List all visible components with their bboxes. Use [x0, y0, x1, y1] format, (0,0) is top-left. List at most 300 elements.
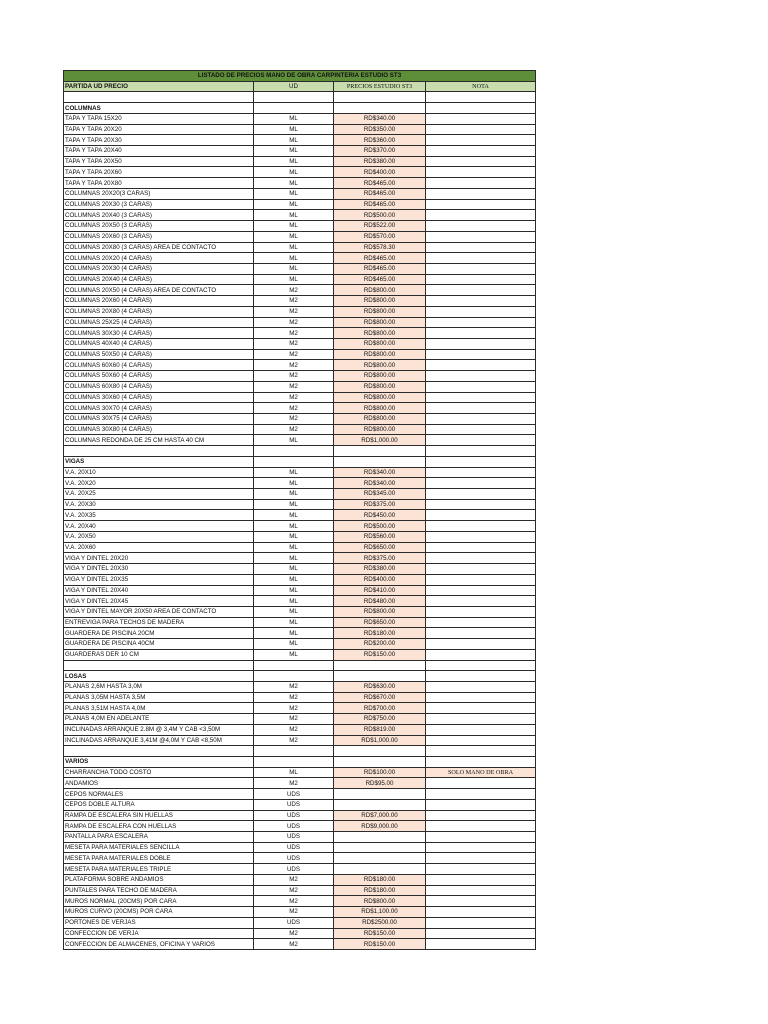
item-description-cell[interactable]: COLUMNAS 50X50 (4 CARAS): [64, 349, 254, 360]
unit-cell[interactable]: M2: [254, 928, 334, 939]
item-description-cell[interactable]: PLANAS 2,6M HASTA 3,0M: [64, 681, 254, 692]
item-description-cell[interactable]: TAPA Y TAPA 20X20: [64, 124, 254, 135]
note-cell[interactable]: [426, 381, 536, 392]
price-cell[interactable]: RD$375.00: [334, 499, 426, 510]
price-cell[interactable]: RD$345.00: [334, 489, 426, 500]
item-description-cell[interactable]: MESETA PARA MATERIALES DOBLE: [64, 853, 254, 864]
note-cell[interactable]: [426, 467, 536, 478]
price-cell[interactable]: RD$570.00: [334, 231, 426, 242]
note-cell[interactable]: [426, 521, 536, 532]
note-cell[interactable]: [426, 799, 536, 810]
empty-cell[interactable]: [334, 746, 426, 757]
unit-cell[interactable]: ML: [254, 649, 334, 660]
unit-cell[interactable]: M2: [254, 317, 334, 328]
price-cell[interactable]: RD$180.00: [334, 628, 426, 639]
note-cell[interactable]: [426, 853, 536, 864]
price-cell[interactable]: RD$578.30: [334, 242, 426, 253]
note-cell[interactable]: [426, 510, 536, 521]
unit-cell[interactable]: M2: [254, 424, 334, 435]
price-cell[interactable]: RD$1,000.00: [334, 735, 426, 746]
item-description-cell[interactable]: CONFECCION DE ALMACENES, OFICINA Y VARIOS: [64, 939, 254, 950]
item-description-cell[interactable]: RAMPA DE ESCALERA CON HUELLAS: [64, 821, 254, 832]
item-description-cell[interactable]: PLANAS 3,05M HASTA 3,5M: [64, 692, 254, 703]
unit-cell[interactable]: UDS: [254, 853, 334, 864]
unit-cell[interactable]: ML: [254, 178, 334, 189]
item-description-cell[interactable]: CEPOS DOBLE ALTURA: [64, 799, 254, 810]
price-cell[interactable]: RD$340.00: [334, 467, 426, 478]
price-cell[interactable]: RD$480.00: [334, 596, 426, 607]
price-cell[interactable]: RD$380.00: [334, 564, 426, 575]
item-description-cell[interactable]: V.A. 20X40: [64, 521, 254, 532]
empty-cell[interactable]: [64, 746, 254, 757]
price-cell[interactable]: RD$400.00: [334, 574, 426, 585]
item-description-cell[interactable]: TAPA Y TAPA 20X80: [64, 178, 254, 189]
price-cell[interactable]: RD$800.00: [334, 403, 426, 414]
item-description-cell[interactable]: COLUMNAS 20X20(3 CARAS): [64, 188, 254, 199]
unit-cell[interactable]: M2: [254, 703, 334, 714]
note-cell[interactable]: [426, 564, 536, 575]
price-cell[interactable]: RD$800.00: [334, 414, 426, 425]
note-cell[interactable]: [426, 317, 536, 328]
empty-cell[interactable]: [426, 456, 536, 467]
price-cell[interactable]: RD$500.00: [334, 521, 426, 532]
item-description-cell[interactable]: VIGA Y DINTEL 20X40: [64, 585, 254, 596]
unit-cell[interactable]: ML: [254, 221, 334, 232]
note-cell[interactable]: [426, 531, 536, 542]
note-cell[interactable]: [426, 649, 536, 660]
price-cell[interactable]: RD$465.00: [334, 199, 426, 210]
price-cell[interactable]: RD$800.00: [334, 424, 426, 435]
unit-cell[interactable]: ML: [254, 499, 334, 510]
item-description-cell[interactable]: VIGA Y DINTEL 20X45: [64, 596, 254, 607]
item-description-cell[interactable]: COLUMNAS 20X40 (4 CARAS): [64, 274, 254, 285]
note-cell[interactable]: SOLO MANO DE OBRA: [426, 767, 536, 778]
unit-cell[interactable]: ML: [254, 521, 334, 532]
unit-cell[interactable]: ML: [254, 542, 334, 553]
item-description-cell[interactable]: VIGA Y DINTEL 20X35: [64, 574, 254, 585]
price-cell[interactable]: RD$800.00: [334, 381, 426, 392]
unit-cell[interactable]: ML: [254, 146, 334, 157]
item-description-cell[interactable]: V.A. 20X20: [64, 478, 254, 489]
item-description-cell[interactable]: MUROS CURVO (20CMS) POR CARA: [64, 907, 254, 918]
note-cell[interactable]: [426, 489, 536, 500]
item-description-cell[interactable]: ANDAMIOS: [64, 778, 254, 789]
price-cell[interactable]: RD$800.00: [334, 392, 426, 403]
note-cell[interactable]: [426, 917, 536, 928]
unit-cell[interactable]: M2: [254, 360, 334, 371]
item-description-cell[interactable]: PORTONES DE VERJAS: [64, 917, 254, 928]
item-description-cell[interactable]: CONFECCION DE VERJA: [64, 928, 254, 939]
unit-cell[interactable]: ML: [254, 628, 334, 639]
price-cell[interactable]: RD$800.00: [334, 360, 426, 371]
price-cell[interactable]: [334, 789, 426, 800]
unit-cell[interactable]: UDS: [254, 821, 334, 832]
item-description-cell[interactable]: VIGA Y DINTEL 20X20: [64, 553, 254, 564]
unit-cell[interactable]: UDS: [254, 832, 334, 843]
price-cell[interactable]: RD$560.00: [334, 531, 426, 542]
item-description-cell[interactable]: VIGA Y DINTEL 20X30: [64, 564, 254, 575]
item-description-cell[interactable]: COLUMNAS 20X40 (3 CARAS): [64, 210, 254, 221]
price-cell[interactable]: RD$2500.00: [334, 917, 426, 928]
note-cell[interactable]: [426, 414, 536, 425]
note-cell[interactable]: [426, 424, 536, 435]
unit-cell[interactable]: ML: [254, 531, 334, 542]
empty-cell[interactable]: [64, 446, 254, 457]
item-description-cell[interactable]: COLUMNAS 30X80 (4 CARAS): [64, 424, 254, 435]
note-cell[interactable]: [426, 371, 536, 382]
unit-cell[interactable]: M2: [254, 885, 334, 896]
note-cell[interactable]: [426, 735, 536, 746]
unit-cell[interactable]: UDS: [254, 810, 334, 821]
item-description-cell[interactable]: COLUMNAS 25X25 (4 CARAS): [64, 317, 254, 328]
note-cell[interactable]: [426, 360, 536, 371]
item-description-cell[interactable]: PLANAS 4,0M EN ADELANTE: [64, 714, 254, 725]
note-cell[interactable]: [426, 263, 536, 274]
empty-cell[interactable]: [426, 746, 536, 757]
unit-cell[interactable]: M2: [254, 285, 334, 296]
unit-cell[interactable]: M2: [254, 328, 334, 339]
note-cell[interactable]: [426, 403, 536, 414]
unit-cell[interactable]: UDS: [254, 864, 334, 875]
item-description-cell[interactable]: CEPOS NORMALES: [64, 789, 254, 800]
price-cell[interactable]: RD$150.00: [334, 928, 426, 939]
note-cell[interactable]: [426, 703, 536, 714]
unit-cell[interactable]: M2: [254, 414, 334, 425]
section-title[interactable]: VIGAS: [64, 456, 254, 467]
item-description-cell[interactable]: V.A. 20X50: [64, 531, 254, 542]
unit-cell[interactable]: ML: [254, 167, 334, 178]
empty-cell[interactable]: [254, 92, 334, 103]
unit-cell[interactable]: UDS: [254, 842, 334, 853]
unit-cell[interactable]: M2: [254, 681, 334, 692]
note-cell[interactable]: [426, 714, 536, 725]
note-cell[interactable]: [426, 628, 536, 639]
unit-cell[interactable]: ML: [254, 574, 334, 585]
price-cell[interactable]: RD$465.00: [334, 188, 426, 199]
section-title[interactable]: VARIOS: [64, 757, 254, 768]
item-description-cell[interactable]: TAPA Y TAPA 15X20: [64, 113, 254, 124]
empty-cell[interactable]: [254, 103, 334, 114]
note-cell[interactable]: [426, 124, 536, 135]
note-cell[interactable]: [426, 542, 536, 553]
note-cell[interactable]: [426, 574, 536, 585]
price-cell[interactable]: [334, 864, 426, 875]
item-description-cell[interactable]: GUARDERA DE PISCINA 40CM: [64, 639, 254, 650]
price-cell[interactable]: RD$800.00: [334, 306, 426, 317]
empty-cell[interactable]: [426, 103, 536, 114]
item-description-cell[interactable]: PLATAFORMA SOBRE ANDAMIOS: [64, 874, 254, 885]
unit-cell[interactable]: M2: [254, 338, 334, 349]
item-description-cell[interactable]: COLUMNAS 30X30 (4 CARAS): [64, 328, 254, 339]
price-cell[interactable]: RD$800.00: [334, 317, 426, 328]
empty-cell[interactable]: [334, 92, 426, 103]
note-cell[interactable]: [426, 639, 536, 650]
item-description-cell[interactable]: CHARRANCHA TODO COSTO: [64, 767, 254, 778]
item-description-cell[interactable]: COLUMNAS 30X75 (4 CARAS): [64, 414, 254, 425]
note-cell[interactable]: [426, 606, 536, 617]
price-cell[interactable]: RD$800.00: [334, 371, 426, 382]
note-cell[interactable]: [426, 306, 536, 317]
unit-cell[interactable]: ML: [254, 510, 334, 521]
unit-cell[interactable]: ML: [254, 606, 334, 617]
item-description-cell[interactable]: VIGA Y DINTEL MAYOR 20X50 AREA DE CONTACTO: [64, 606, 254, 617]
note-cell[interactable]: [426, 274, 536, 285]
note-cell[interactable]: [426, 156, 536, 167]
note-cell[interactable]: [426, 896, 536, 907]
price-cell[interactable]: RD$340.00: [334, 478, 426, 489]
price-cell[interactable]: [334, 853, 426, 864]
unit-cell[interactable]: M2: [254, 392, 334, 403]
empty-cell[interactable]: [426, 660, 536, 671]
item-description-cell[interactable]: COLUMNAS 40X40 (4 CARAS): [64, 338, 254, 349]
note-cell[interactable]: [426, 285, 536, 296]
price-cell[interactable]: RD$350.00: [334, 124, 426, 135]
item-description-cell[interactable]: V.A. 20X60: [64, 542, 254, 553]
empty-cell[interactable]: [254, 757, 334, 768]
unit-cell[interactable]: UDS: [254, 789, 334, 800]
item-description-cell[interactable]: GUARDERA DE PISCINA 20CM: [64, 628, 254, 639]
note-cell[interactable]: [426, 328, 536, 339]
note-cell[interactable]: [426, 585, 536, 596]
empty-cell[interactable]: [254, 660, 334, 671]
price-cell[interactable]: RD$370.00: [334, 146, 426, 157]
unit-cell[interactable]: M2: [254, 296, 334, 307]
unit-cell[interactable]: M2: [254, 778, 334, 789]
item-description-cell[interactable]: COLUMNAS 20X80 (3 CARAS) AREA DE CONTACTO: [64, 242, 254, 253]
note-cell[interactable]: [426, 885, 536, 896]
empty-cell[interactable]: [334, 456, 426, 467]
note-cell[interactable]: [426, 199, 536, 210]
note-cell[interactable]: [426, 907, 536, 918]
note-cell[interactable]: [426, 253, 536, 264]
unit-cell[interactable]: ML: [254, 231, 334, 242]
price-cell[interactable]: RD$800.00: [334, 328, 426, 339]
price-cell[interactable]: RD$1,100.00: [334, 907, 426, 918]
price-cell[interactable]: RD$380.00: [334, 156, 426, 167]
item-description-cell[interactable]: INCLINADAS ARRANQUE 2.8M @ 3,4M Y CAB <3,50M: [64, 724, 254, 735]
item-description-cell[interactable]: COLUMNAS 20X50 (3 CARAS): [64, 221, 254, 232]
unit-cell[interactable]: UDS: [254, 917, 334, 928]
note-cell[interactable]: [426, 864, 536, 875]
unit-cell[interactable]: M2: [254, 907, 334, 918]
item-description-cell[interactable]: COLUMNAS 20X60 (4 CARAS): [64, 296, 254, 307]
item-description-cell[interactable]: COLUMNAS 20X80 (4 CARAS): [64, 306, 254, 317]
unit-cell[interactable]: ML: [254, 188, 334, 199]
price-cell[interactable]: RD$670.00: [334, 692, 426, 703]
note-cell[interactable]: [426, 553, 536, 564]
note-cell[interactable]: [426, 242, 536, 253]
note-cell[interactable]: [426, 832, 536, 843]
note-cell[interactable]: [426, 178, 536, 189]
price-cell[interactable]: RD$800.00: [334, 896, 426, 907]
item-description-cell[interactable]: COLUMNAS 30X70 (4 CARAS): [64, 403, 254, 414]
note-cell[interactable]: [426, 596, 536, 607]
price-cell[interactable]: RD$1,000.00: [334, 435, 426, 446]
item-description-cell[interactable]: COLUMNAS 20X20 (4 CARAS): [64, 253, 254, 264]
price-cell[interactable]: [334, 799, 426, 810]
empty-cell[interactable]: [334, 103, 426, 114]
item-description-cell[interactable]: COLUMNAS 20X60 (3 CARAS): [64, 231, 254, 242]
note-cell[interactable]: [426, 231, 536, 242]
note-cell[interactable]: [426, 146, 536, 157]
unit-cell[interactable]: ML: [254, 435, 334, 446]
empty-cell[interactable]: [334, 671, 426, 682]
unit-cell[interactable]: ML: [254, 274, 334, 285]
price-cell[interactable]: RD$800.00: [334, 296, 426, 307]
unit-cell[interactable]: M2: [254, 381, 334, 392]
price-cell[interactable]: RD$180.00: [334, 874, 426, 885]
note-cell[interactable]: [426, 789, 536, 800]
item-description-cell[interactable]: RAMPA DE ESCALERA SIN HUELLAS: [64, 810, 254, 821]
item-description-cell[interactable]: MUROS NORMAL (20CMS) POR CARA: [64, 896, 254, 907]
note-cell[interactable]: [426, 210, 536, 221]
unit-cell[interactable]: M2: [254, 735, 334, 746]
price-cell[interactable]: RD$800.00: [334, 338, 426, 349]
item-description-cell[interactable]: ENTREVIGA PARA TECHOS DE MADERA: [64, 617, 254, 628]
note-cell[interactable]: [426, 692, 536, 703]
price-cell[interactable]: RD$360.00: [334, 135, 426, 146]
unit-cell[interactable]: ML: [254, 767, 334, 778]
price-cell[interactable]: RD$200.00: [334, 639, 426, 650]
unit-cell[interactable]: ML: [254, 596, 334, 607]
price-cell[interactable]: RD$700.00: [334, 703, 426, 714]
note-cell[interactable]: [426, 478, 536, 489]
price-cell[interactable]: RD$400.00: [334, 167, 426, 178]
price-cell[interactable]: RD$410.00: [334, 585, 426, 596]
item-description-cell[interactable]: GUARDERAS DER 10 CM: [64, 649, 254, 660]
item-description-cell[interactable]: COLUMNAS 20X30 (4 CARAS): [64, 263, 254, 274]
note-cell[interactable]: [426, 296, 536, 307]
section-title[interactable]: COLUMNAS: [64, 103, 254, 114]
empty-cell[interactable]: [334, 446, 426, 457]
price-cell[interactable]: RD$465.00: [334, 274, 426, 285]
item-description-cell[interactable]: PANTALLA PARA ESCALERA: [64, 832, 254, 843]
unit-cell[interactable]: M2: [254, 403, 334, 414]
unit-cell[interactable]: UDS: [254, 799, 334, 810]
empty-cell[interactable]: [334, 660, 426, 671]
empty-cell[interactable]: [254, 456, 334, 467]
price-cell[interactable]: RD$7,000.00: [334, 810, 426, 821]
item-description-cell[interactable]: COLUMNAS 20X50 (4 CARAS) AREA DE CONTACTO: [64, 285, 254, 296]
price-cell[interactable]: RD$650.00: [334, 542, 426, 553]
unit-cell[interactable]: ML: [254, 124, 334, 135]
price-cell[interactable]: RD$150.00: [334, 939, 426, 950]
empty-cell[interactable]: [426, 92, 536, 103]
unit-cell[interactable]: M2: [254, 896, 334, 907]
unit-cell[interactable]: ML: [254, 553, 334, 564]
note-cell[interactable]: [426, 221, 536, 232]
unit-cell[interactable]: M2: [254, 692, 334, 703]
note-cell[interactable]: [426, 435, 536, 446]
item-description-cell[interactable]: COLUMNAS 50X60 (4 CARAS): [64, 371, 254, 382]
price-cell[interactable]: RD$750.00: [334, 714, 426, 725]
price-cell[interactable]: [334, 842, 426, 853]
price-cell[interactable]: RD$100.00: [334, 767, 426, 778]
price-cell[interactable]: RD$650.00: [334, 617, 426, 628]
note-cell[interactable]: [426, 499, 536, 510]
empty-cell[interactable]: [254, 671, 334, 682]
empty-cell[interactable]: [254, 446, 334, 457]
empty-cell[interactable]: [426, 446, 536, 457]
item-description-cell[interactable]: TAPA Y TAPA 20X50: [64, 156, 254, 167]
unit-cell[interactable]: ML: [254, 113, 334, 124]
item-description-cell[interactable]: COLUMNAS 20X30 (3 CARAS): [64, 199, 254, 210]
empty-cell[interactable]: [334, 757, 426, 768]
note-cell[interactable]: [426, 821, 536, 832]
empty-cell[interactable]: [64, 92, 254, 103]
item-description-cell[interactable]: PUNTALES PARA TECHO DE MADERA: [64, 885, 254, 896]
price-cell[interactable]: RD$465.00: [334, 263, 426, 274]
header-ud[interactable]: UD: [254, 81, 334, 92]
price-cell[interactable]: RD$522.00: [334, 221, 426, 232]
note-cell[interactable]: [426, 113, 536, 124]
note-cell[interactable]: [426, 617, 536, 628]
empty-cell[interactable]: [254, 746, 334, 757]
sheet-title[interactable]: LISTADO DE PRECIOS MANO DE OBRA CARPINTERIA ESTUDIO ST3: [64, 71, 536, 82]
note-cell[interactable]: [426, 338, 536, 349]
price-cell[interactable]: RD$800.00: [334, 285, 426, 296]
price-cell[interactable]: RD$800.00: [334, 349, 426, 360]
item-description-cell[interactable]: INCLINADAS ARRANQUE 3,41M @4,0M Y CAB <8,50M: [64, 735, 254, 746]
item-description-cell[interactable]: COLUMNAS 60X60 (4 CARAS): [64, 360, 254, 371]
empty-cell[interactable]: [426, 757, 536, 768]
price-cell[interactable]: RD$450.00: [334, 510, 426, 521]
item-description-cell[interactable]: TAPA Y TAPA 20X40: [64, 146, 254, 157]
price-cell[interactable]: RD$375.00: [334, 553, 426, 564]
price-cell[interactable]: [334, 832, 426, 843]
unit-cell[interactable]: ML: [254, 210, 334, 221]
note-cell[interactable]: [426, 939, 536, 950]
price-cell[interactable]: RD$9,000.00: [334, 821, 426, 832]
item-description-cell[interactable]: V.A. 20X35: [64, 510, 254, 521]
unit-cell[interactable]: ML: [254, 478, 334, 489]
note-cell[interactable]: [426, 810, 536, 821]
header-partida[interactable]: PARTIDA UD PRECIO: [64, 81, 254, 92]
note-cell[interactable]: [426, 874, 536, 885]
unit-cell[interactable]: ML: [254, 263, 334, 274]
note-cell[interactable]: [426, 188, 536, 199]
unit-cell[interactable]: M2: [254, 939, 334, 950]
unit-cell[interactable]: M2: [254, 371, 334, 382]
price-cell[interactable]: RD$465.00: [334, 178, 426, 189]
price-cell[interactable]: RD$465.00: [334, 253, 426, 264]
note-cell[interactable]: [426, 842, 536, 853]
unit-cell[interactable]: ML: [254, 242, 334, 253]
item-description-cell[interactable]: COLUMNAS REDONDA DE 25 CM HASTA 40 CM: [64, 435, 254, 446]
item-description-cell[interactable]: TAPA Y TAPA 20X30: [64, 135, 254, 146]
price-cell[interactable]: RD$800.00: [334, 606, 426, 617]
unit-cell[interactable]: ML: [254, 135, 334, 146]
unit-cell[interactable]: ML: [254, 617, 334, 628]
note-cell[interactable]: [426, 349, 536, 360]
unit-cell[interactable]: M2: [254, 874, 334, 885]
item-description-cell[interactable]: V.A. 20X10: [64, 467, 254, 478]
section-title[interactable]: LOSAS: [64, 671, 254, 682]
note-cell[interactable]: [426, 724, 536, 735]
header-precios[interactable]: PRECIOS ESTUDIO ST3: [334, 81, 426, 92]
item-description-cell[interactable]: PLANAS 3,51M HASTA 4,0M: [64, 703, 254, 714]
note-cell[interactable]: [426, 392, 536, 403]
note-cell[interactable]: [426, 167, 536, 178]
item-description-cell[interactable]: V.A. 20X25: [64, 489, 254, 500]
item-description-cell[interactable]: COLUMNAS 30X60 (4 CARAS): [64, 392, 254, 403]
item-description-cell[interactable]: TAPA Y TAPA 20X60: [64, 167, 254, 178]
unit-cell[interactable]: M2: [254, 714, 334, 725]
unit-cell[interactable]: ML: [254, 253, 334, 264]
empty-cell[interactable]: [64, 660, 254, 671]
unit-cell[interactable]: ML: [254, 564, 334, 575]
price-cell[interactable]: RD$819.00: [334, 724, 426, 735]
